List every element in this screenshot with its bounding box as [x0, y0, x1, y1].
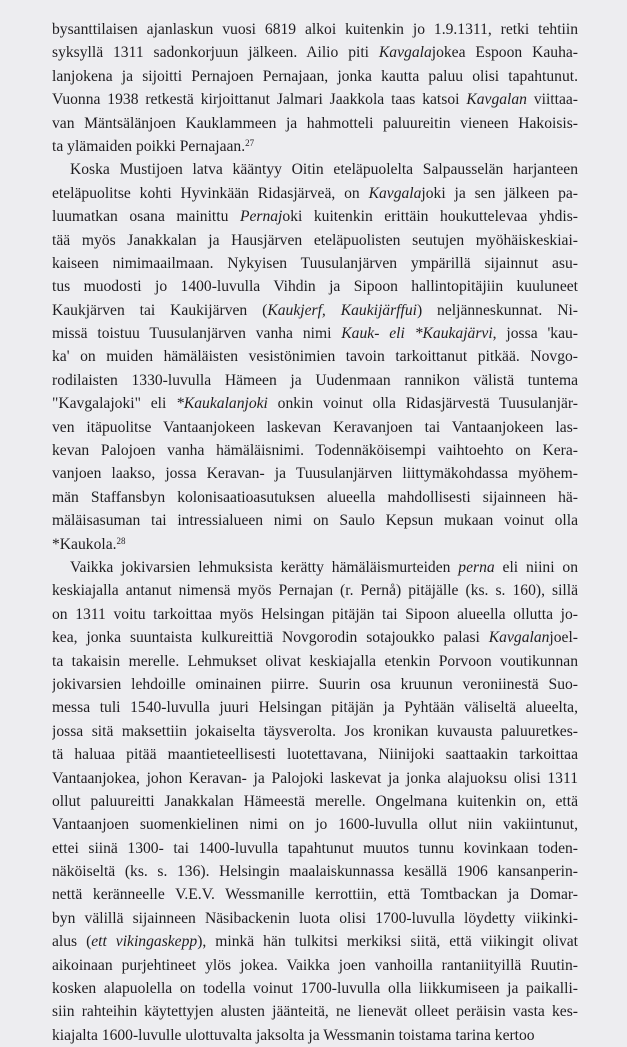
text-line: näköiseltä (ks. s. 136). Helsingin maalaiskunnassa kesällä 1906 kansanperin-	[52, 863, 578, 881]
text-line: mäläisasuman tai intressialueen nimi on Saulo Kepsun mukaan voinut olla	[52, 512, 578, 530]
text-line: ettei siinä 1300- tai 1400-luvulla tapahtunut muutos tunnu kovinkaan toden-	[52, 839, 578, 857]
text-line: Kaukjärven tai Kaukijärven (Kaukjerf, Kaukijärffui) neljänneskunnat. Ni-	[52, 301, 578, 319]
body-text	[52, 18, 578, 1047]
text-line: vanjoen laakso, jossa Keravan- ja Tuusulanjärven liittymäkohdassa myöhem-	[52, 465, 578, 483]
text-line: eteläpuolitse kohti Hyvinkään Ridasjärveä, on Kavgalajoki ja sen jälkeen pa-	[52, 184, 578, 202]
text-line: alus (ett vikingaskepp), minkä hän tulkitsi merkiksi siitä, että viikingit olivat	[52, 933, 578, 951]
text-line: ta ylämaiden poikki Pernajaan.$^{27}$	[52, 137, 255, 155]
text-line: lanjokena ja sijoitti Pernajoen Pernajaan, jonka kautta paluu olisi tapahtunut.	[52, 67, 578, 85]
text-line: keskiajalla antanut nimensä myös Pernajan (r. Pernå) pitäjälle (ks. s. 160), sillä	[52, 582, 578, 600]
text-line: Koska Mustijoen latva kääntyy Oitin eteläpuolelta Salpausselän harjanteen	[70, 161, 578, 179]
text-line: män Staffansbyn kolonisaatioasutuksen alueella mahdollisesti sijainneen hä-	[52, 488, 578, 506]
text-line: *Kaukola.$^{28}$	[52, 535, 126, 553]
text-line: on 1311 voitu tarkoittaa myös Helsingan pitäjän tai Sipoon alueella ollutta jo-	[52, 605, 578, 623]
text-line: ka' on muiden hämäläisten vesistönimien tavoin tarkoittanut pitkää. Novgo-	[52, 348, 578, 366]
text-line: Vaikka jokivarsien lehmuksista kerätty hämäläismurteiden perna eli niini on	[70, 558, 578, 576]
text-line: luumatkan osana mainittu Pernajoki kuitenkin erittäin houkuttelevaa yhdis-	[52, 208, 578, 226]
text-line: ven itäpuolitse Vantaanjokeen laskevan Keravanjoen tai Vantaanjokeen las-	[52, 418, 578, 436]
text-line: syksyllä 1311 sadonkorjuun jälkeen. Ailio piti Kavgalajokea Espoon Kauha-	[52, 44, 578, 62]
paragraph	[52, 18, 578, 158]
text-line: tää myös Janakkalan ja Hausjärven eteläpuolisten seutujen myöhäiskeskiai-	[52, 231, 578, 249]
text-line: aikoinaan purjehtineet ylös jokea. Vaikka joen vanhoilla rantaniityillä Ruutin-	[52, 956, 578, 974]
text-line: tus muodosti jo 1400-luvulla Vihdin ja Sipoon hallintopitäjiin kuuluneet	[52, 278, 578, 296]
text-line: Vantaanjokea, johon Keravan- ja Palojoki laskevat ja jonka alajuoksu olisi 1311	[52, 769, 578, 787]
text-line: kaiseen nimimaailmaan. Nykyisen Tuusulanjärven ympärillä sijainnut asu-	[52, 254, 578, 272]
text-line: bysanttilaisen ajanlaskun vuosi 6819 alkoi kuitenkin jo 1.9.1311, retki tehtiin	[52, 21, 578, 38]
text-line: "Kavgalajoki" eli *Kaukalanjoki onkin voinut olla Ridasjärvestä Tuusulanjär-	[52, 395, 578, 413]
text-line: ta takaisin merelle. Lehmukset olivat keskiajalla etenkin Porvoon voutikunnan	[52, 652, 578, 670]
text-line: kevan Palojoen vanha hämäläisnimi. Todennäköisempi vaihtoehto on Kera-	[52, 442, 578, 460]
text-line: Vuonna 1938 retkestä kirjoittanut Jalmari Jaakkola taas katsoi Kavgalan viittaa-	[52, 91, 578, 109]
text-line: rodilaisten 1330-luvulla Hämeen ja Uudenmaan rannikon välistä tuntema	[52, 371, 578, 389]
text-line: kea, jonka suuntaista kulkureittiä Novgorodin sotajoukko palasi Kavgalanjoel-	[52, 629, 578, 647]
text-line: jokivarsien lehdoille ominainen piirre. Suurin osa kruunun veroniinestä Suo-	[52, 675, 578, 693]
text-line: tä haluaa pitää maantieteellisesti luotettavana, Niinijoki saattaakin tarkoittaa	[52, 746, 578, 764]
text-line: missä toistuu Tuusulanjärven vanha nimi Kauk- eli *Kaukajärvi, jossa 'kau-	[52, 325, 578, 343]
paragraph	[52, 158, 578, 556]
text-line: kiajalta 1600-luvulle ulottuvalta jaksolta ja Wessmanin toistama tarina kertoo	[52, 1026, 535, 1044]
text-line: van Mäntsälänjoen Kauklammeen ja hahmotteli paluureitin vieneen Hakoisis-	[52, 114, 578, 132]
paragraph	[52, 556, 578, 1047]
text-line: Vantaanjoen suomenkielinen nimi on jo 1600-luvulla ollut niin vakiintunut,	[52, 816, 578, 834]
text-line: byn välillä sijainneen Näsibackenin luota olisi 1700-luvulla löydetty viikinki-	[52, 909, 578, 927]
text-line: jossa sitä maksettiin jokaiselta täysverolta. Jos kronikan kuvausta paluuretkes-	[52, 722, 578, 740]
text-line: nettä keränneelle V.E.V. Wessmanille kerrottiin, että Tomtbackan ja Domar-	[52, 886, 578, 904]
text-line: siin rahteihin käytettyjen alusten jäänteitä, ne lienevät olleet peräisin vasta kes-	[52, 1003, 578, 1021]
text-line: kosken alapuolella on todella voinut 1700-luvulla olla liikkumiseen ja paikalli-	[52, 980, 578, 998]
text-line: messa tuli 1540-luvulla juuri Helsingan pitäjän ja Pyhtään väliseltä alueelta,	[52, 699, 578, 717]
text-line: ollut paluureitti Janakkalan Hämeestä merelle. Ongelmana kuitenkin on, että	[52, 792, 578, 810]
